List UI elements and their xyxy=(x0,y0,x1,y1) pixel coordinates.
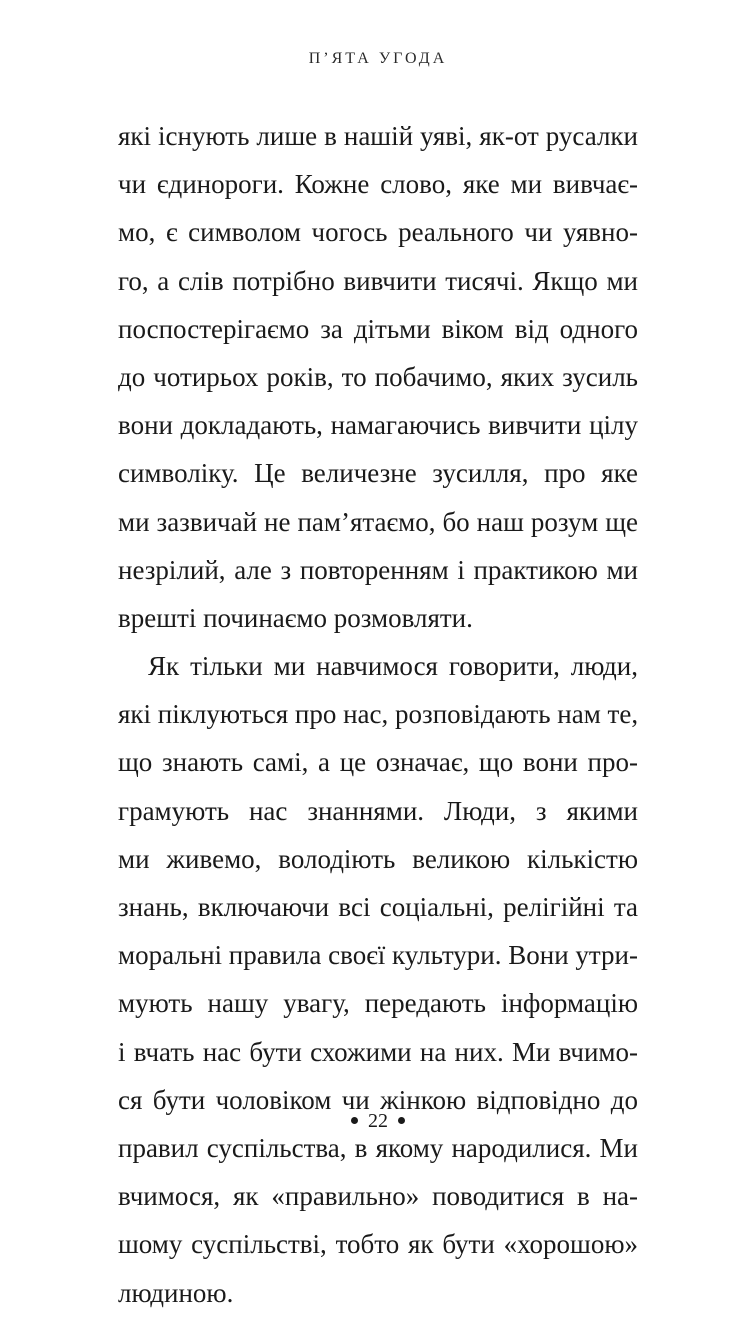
text-line: шому суспільстві, тобто як бути «хорошою» xyxy=(118,1229,638,1260)
text-line: правил суспільства, в якому народилися. Ми xyxy=(118,1132,638,1163)
text-line: які існують лише в нашій уяві, як-от русалки xyxy=(118,121,638,151)
text-line: які піклуються про нас, розповідають нам те, xyxy=(118,699,639,730)
body-text xyxy=(118,112,638,1317)
text-line: знань, включаючи всі соціальні, релігійні та xyxy=(118,892,638,922)
text-line: грамують нас знаннями. Люди, з якими xyxy=(118,795,638,826)
text-line: ми живемо, володіють великою кількістю xyxy=(118,843,638,874)
page-number-footer xyxy=(0,1110,756,1133)
text-line: до чотирьох років, то побачимо, яких зусиль xyxy=(118,361,638,392)
running-head: П’ЯТА УГОДА xyxy=(308,50,448,67)
text-line: мують нашу увагу, передають інформацію xyxy=(118,988,638,1019)
text-line: Як тільки ми навчимося говорити, люди, xyxy=(148,651,638,682)
text-line: моральні правила своєї культури. Вони утри- xyxy=(118,940,638,971)
text-line: ми зазвичай не пам’ятаємо, бо наш розум ще xyxy=(118,506,638,537)
text-line: символіку. Це величезне зусилля, про яке xyxy=(118,458,638,489)
text-line: врешті починаємо розмовляти. xyxy=(118,602,473,633)
text-line: чи єдинороги. Кожне слово, яке ми вивчає- xyxy=(118,169,638,200)
text-line: людиною. xyxy=(118,1277,234,1308)
text-line: незрілий, але з повторенням і практикою ми xyxy=(118,554,638,585)
text-line: го, а слів потрібно вивчити тисячі. Якщо ми xyxy=(118,265,638,296)
text-line: вчимося, як «правильно» поводитися в на- xyxy=(118,1181,638,1212)
text-line: вони докладають, намагаючись вивчити цілу xyxy=(118,410,638,441)
text-line: мо, є символом чогось реального чи уявно- xyxy=(118,217,638,248)
bullet-icon xyxy=(398,1117,405,1124)
text-line: поспостерігаємо за дітьми віком від одного xyxy=(118,313,638,344)
text-line: ся бути чоловіком чи жінкою відповідно до xyxy=(118,1084,638,1115)
text-line: що знають самі, а це означає, що вони про- xyxy=(118,747,638,778)
page-number: 22 xyxy=(368,1110,388,1132)
bullet-icon xyxy=(351,1117,358,1124)
text-line: і вчать нас бути схожими на них. Ми вчимо- xyxy=(118,1036,638,1067)
